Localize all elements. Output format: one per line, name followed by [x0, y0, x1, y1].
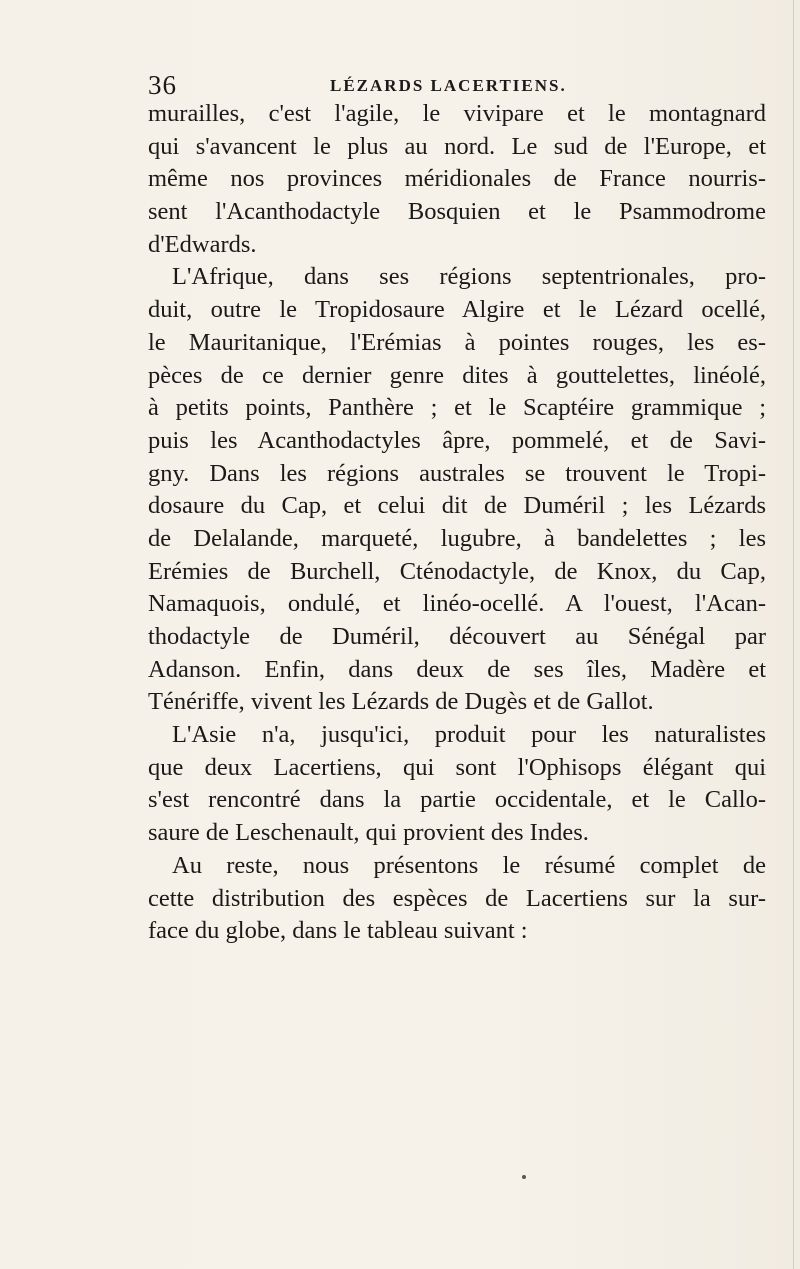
- paragraph-start-line: L'Asie n'a, jusqu'ici, produit pour les naturalistes: [172, 721, 766, 749]
- text-line: à petits points, Panthère ; et le Scaptéire grammique ;: [148, 394, 766, 422]
- text-line: murailles, c'est l'agile, le vivipare et le montagnard: [148, 100, 766, 127]
- text-line: qui s'avancent le plus au nord. Le sud de l'Europe, et: [148, 132, 766, 160]
- text-line: d'Edwards.: [148, 230, 257, 258]
- body-text: [148, 98, 766, 948]
- text-line: même nos provinces méridionales de France nourris-: [148, 165, 766, 193]
- page-number: 36: [148, 70, 177, 100]
- text-line: puis les Acanthodactyles âpre, pommelé, et de Savi-: [148, 426, 766, 454]
- text-line: cette distribution des espèces de Lacertiens sur la sur-: [148, 884, 766, 912]
- text-line: Namaquois, ondulé, et linéo-ocellé. A l'ouest, l'Acan-: [148, 590, 766, 618]
- paragraph-start-line: Au reste, nous présentons le résumé complet de: [172, 851, 766, 879]
- ink-speck: [522, 1175, 526, 1179]
- text-line: Ténériffe, vivent les Lézards de Dugès et de Gallot.: [148, 688, 654, 716]
- text-line: s'est rencontré dans la partie occidentale, et le Callo-: [148, 786, 766, 814]
- text-line: Erémies de Burchell, Cténodactyle, de Knox, du Cap,: [148, 557, 766, 585]
- text-line: gny. Dans les régions australes se trouvent le Tropi-: [148, 459, 766, 487]
- paragraph-start-line: L'Afrique, dans ses régions septentrionales, pro-: [172, 263, 766, 291]
- text-line: pèces de ce dernier genre dites à gouttelettes, linéolé,: [148, 361, 766, 389]
- text-line: thodactyle de Duméril, découvert au Sénégal par: [148, 623, 766, 650]
- text-line: Adanson. Enfin, dans deux de ses îles, Madère et: [148, 655, 766, 683]
- text-line: que deux Lacertiens, qui sont l'Ophisops élégant qui: [148, 753, 766, 781]
- text-line: dosaure du Cap, et celui dit de Duméril ; les Lézards: [148, 492, 766, 520]
- text-line: de Delalande, marqueté, lugubre, à bandelettes ; les: [148, 524, 766, 552]
- text-line: saure de Leschenault, qui provient des Indes.: [148, 819, 589, 847]
- running-head: LÉZARDS LACERTIENS.: [330, 76, 567, 95]
- page-edge-shadow: [793, 0, 794, 1269]
- text-line: le Mauritanique, l'Erémias à pointes rouges, les es-: [148, 328, 766, 356]
- text-line: sent l'Acanthodactyle Bosquien et le Psammodrome: [148, 198, 766, 226]
- text-line: duit, outre le Tropidosaure Algire et le Lézard ocellé,: [148, 296, 766, 324]
- text-line: face du globe, dans le tableau suivant :: [148, 917, 528, 945]
